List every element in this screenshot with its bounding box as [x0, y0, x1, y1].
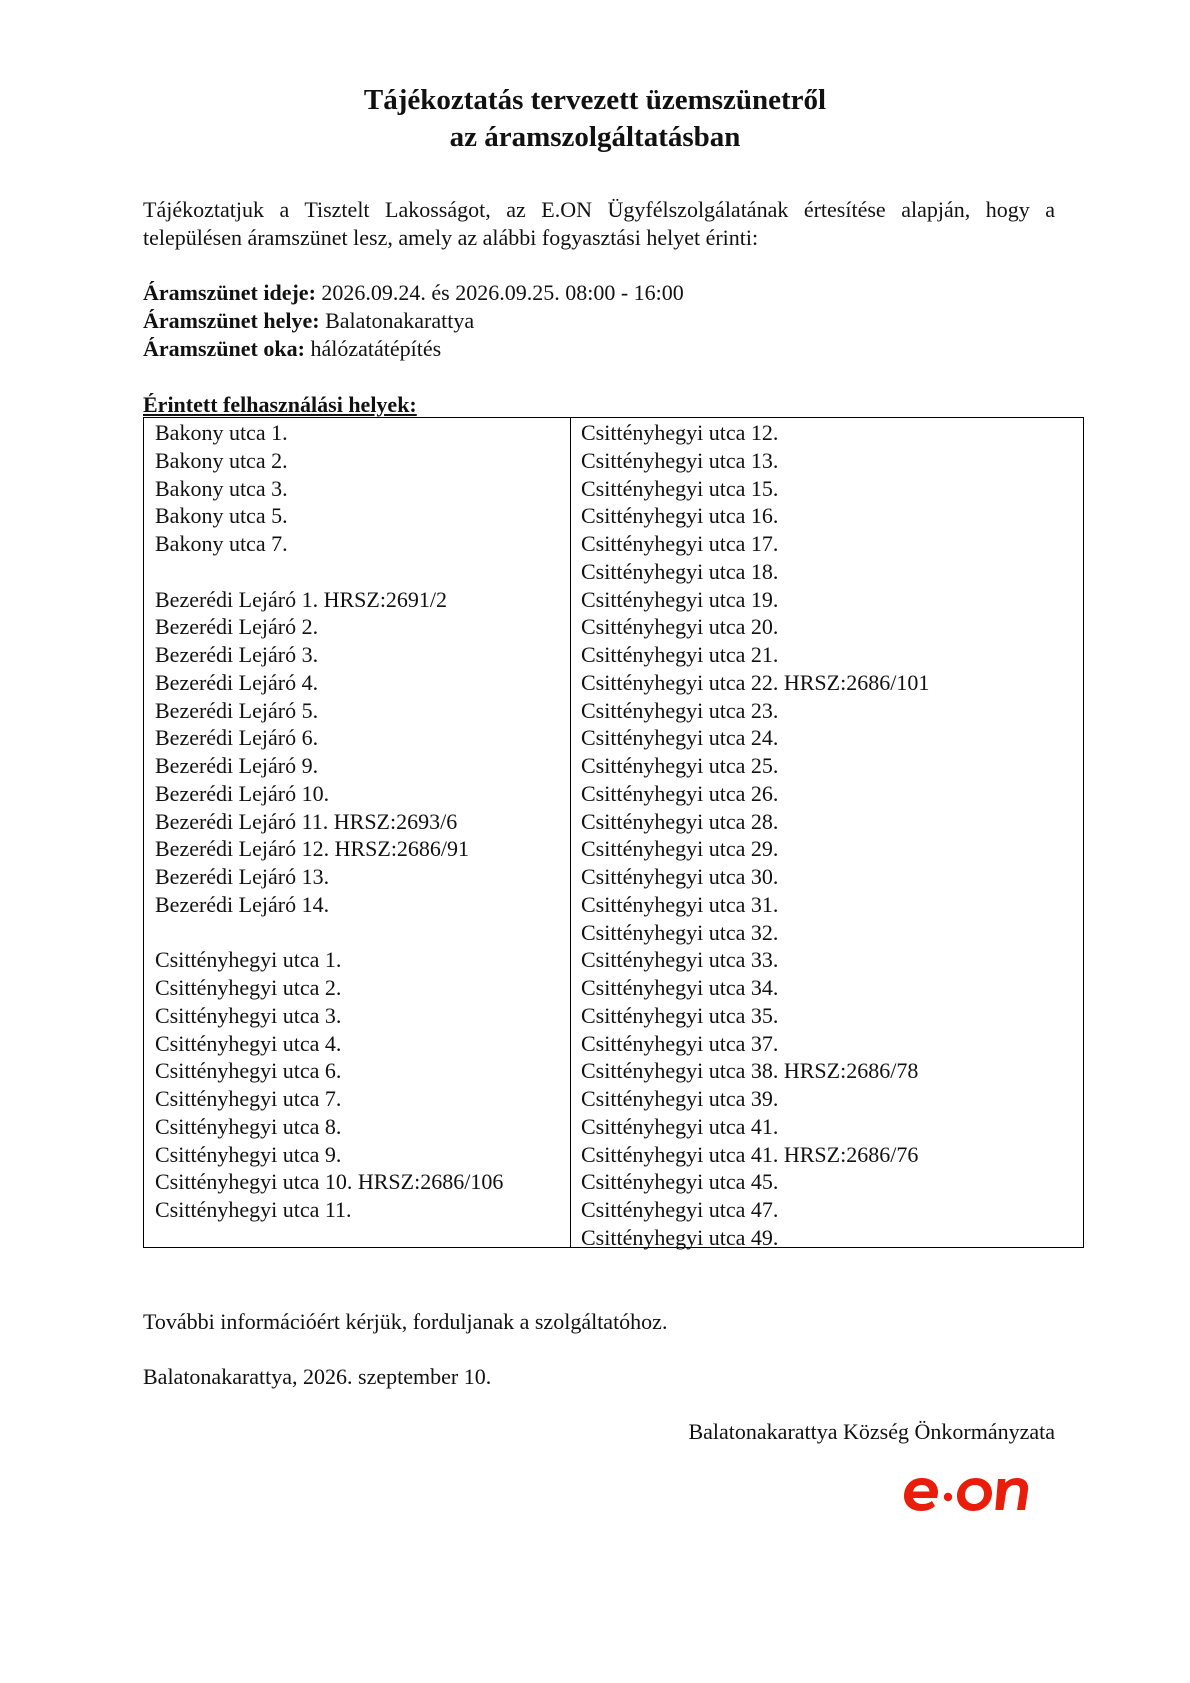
address-item-right: Csittényhegyi utca 35. [581, 1002, 779, 1028]
address-item-right: Csittényhegyi utca 38. HRSZ:2686/78 [581, 1058, 919, 1084]
address-item-right: Csittényhegyi utca 47. [581, 1197, 779, 1222]
address-item-right: Csittényhegyi utca 19. [581, 586, 779, 612]
affected-column-left [144, 418, 571, 1247]
address-item-right: Csittényhegyi utca 39. [581, 1086, 779, 1111]
outage-reason-value: hálózatátépítés [310, 336, 442, 361]
address-item-left: Csittényhegyi utca 7. [155, 1086, 342, 1111]
affected-addresses-table [143, 417, 1084, 1248]
address-item-right: Csittényhegyi utca 12. [581, 420, 779, 445]
address-item-left: Bezerédi Lejáró 13. [155, 864, 330, 889]
address-item-left: Csittényhegyi utca 3. [155, 1002, 342, 1028]
address-item-left: Bezerédi Lejáró 4. [155, 669, 319, 695]
outage-place-value: Balatonakarattya [325, 308, 475, 333]
outage-time-value: 2026.09.24. és 2026.09.25. 08:00 - 16:00 [321, 280, 684, 305]
address-item-right: Csittényhegyi utca 41. HRSZ:2686/76 [581, 1141, 919, 1167]
address-item-left: Bezerédi Lejáró 10. [155, 780, 330, 806]
address-item-left: Csittényhegyi utca 1. [155, 947, 342, 973]
address-item-right: Csittényhegyi utca 22. HRSZ:2686/101 [581, 669, 930, 695]
title-line-2: az áramszolgáltatásban [449, 121, 741, 153]
document-title [0, 82, 1190, 156]
address-item-left [155, 919, 570, 947]
address-item-right: Csittényhegyi utca 24. [581, 725, 779, 751]
address-item-right: Csittényhegyi utca 17. [581, 531, 779, 556]
outage-place-row [143, 307, 684, 335]
signature: Balatonakarattya Község Önkormányzata [688, 1419, 1055, 1444]
address-item-right: Csittényhegyi utca 20. [581, 614, 779, 640]
address-item-right: Csittényhegyi utca 23. [581, 697, 779, 723]
address-item-right: Csittényhegyi utca 28. [581, 808, 779, 834]
address-item-right: Csittényhegyi utca 16. [581, 503, 779, 529]
address-item-left: Csittényhegyi utca 2. [155, 975, 342, 1000]
footer-info-text: További információért kérjük, forduljanak a szolgáltatóhoz. [143, 1309, 668, 1334]
address-item-left: Bakony utca 7. [155, 531, 288, 556]
address-item-right: Csittényhegyi utca 37. [581, 1030, 779, 1056]
address-item-left: Bezerédi Lejáró 9. [155, 753, 319, 778]
address-item-right: Csittényhegyi utca 30. [581, 864, 779, 889]
address-item-right: Csittényhegyi utca 21. [581, 642, 779, 667]
intro-line-1: Tájékoztatjuk a Tisztelt Lakosságot, az E.ON Ügyfélszolgálatának értesítése alapján, hogy a [143, 197, 1055, 222]
address-item-left: Bezerédi Lejáró 2. [155, 614, 319, 640]
affected-column-right [571, 418, 1083, 1250]
address-item-left: Bezerédi Lejáró 12. HRSZ:2686/91 [155, 836, 470, 862]
footer-date: Balatonakarattya, 2026. szeptember 10. [143, 1364, 492, 1389]
outage-time-label: Áramszünet ideje: [143, 280, 316, 305]
address-item-left: Csittényhegyi utca 8. [155, 1113, 342, 1139]
address-item-left: Bezerédi Lejáró 5. [155, 697, 319, 723]
address-item-left: Csittényhegyi utca 10. HRSZ:2686/106 [155, 1169, 504, 1195]
address-item-right: Csittényhegyi utca 34. [581, 975, 779, 1000]
address-item-left: Csittényhegyi utca 6. [155, 1058, 342, 1084]
outage-reason-row [143, 335, 684, 363]
address-item-left: Csittényhegyi utca 11. [155, 1197, 352, 1222]
intro-paragraph [143, 196, 1055, 252]
address-item-left: Csittényhegyi utca 9. [155, 1141, 342, 1167]
outage-facts [143, 279, 684, 363]
affected-heading: Érintett felhasználási helyek: [143, 392, 417, 417]
address-item-right: Csittényhegyi utca 45. [581, 1169, 779, 1195]
address-item-right: Csittényhegyi utca 41. [581, 1113, 779, 1139]
address-item-right: Csittényhegyi utca 25. [581, 753, 779, 778]
outage-place-label: Áramszünet helye: [143, 308, 320, 333]
intro-line-2: településen áramszünet lesz, amely az alábbi fogyasztási helyet érinti: [143, 225, 759, 250]
address-item-left: Csittényhegyi utca 4. [155, 1030, 342, 1056]
address-item-left: Bakony utca 3. [155, 475, 288, 501]
outage-reason-label: Áramszünet oka: [143, 336, 305, 361]
address-item-right: Csittényhegyi utca 31. [581, 891, 779, 917]
address-item-left: Bezerédi Lejáró 6. [155, 725, 319, 751]
address-item-right: Csittényhegyi utca 33. [581, 947, 779, 973]
address-item-right: Csittényhegyi utca 18. [581, 558, 779, 584]
address-item-left: Bakony utca 2. [155, 447, 288, 473]
address-item-left [155, 558, 570, 586]
address-item-right: Csittényhegyi utca 13. [581, 447, 779, 473]
address-item-left: Bezerédi Lejáró 11. HRSZ:2693/6 [155, 808, 458, 834]
address-item-right: Csittényhegyi utca 15. [581, 475, 779, 501]
address-item-left: Bakony utca 5. [155, 503, 288, 529]
eon-logo-icon [902, 1468, 1042, 1516]
address-item-right: Csittényhegyi utca 29. [581, 836, 779, 862]
title-line-1: Tájékoztatás tervezett üzemszünetről [363, 84, 827, 116]
address-item-left: Bezerédi Lejáró 3. [155, 642, 319, 667]
address-item-left: Bezerédi Lejáró 1. HRSZ:2691/2 [155, 586, 448, 612]
outage-time-row [143, 279, 684, 307]
address-item-left: Bakony utca 1. [155, 420, 288, 445]
address-item-right: Csittényhegyi utca 49. [581, 1224, 779, 1250]
address-item-left: Bezerédi Lejáró 14. [155, 891, 330, 917]
address-item-right: Csittényhegyi utca 32. [581, 919, 779, 945]
address-item-right: Csittényhegyi utca 26. [581, 780, 779, 806]
